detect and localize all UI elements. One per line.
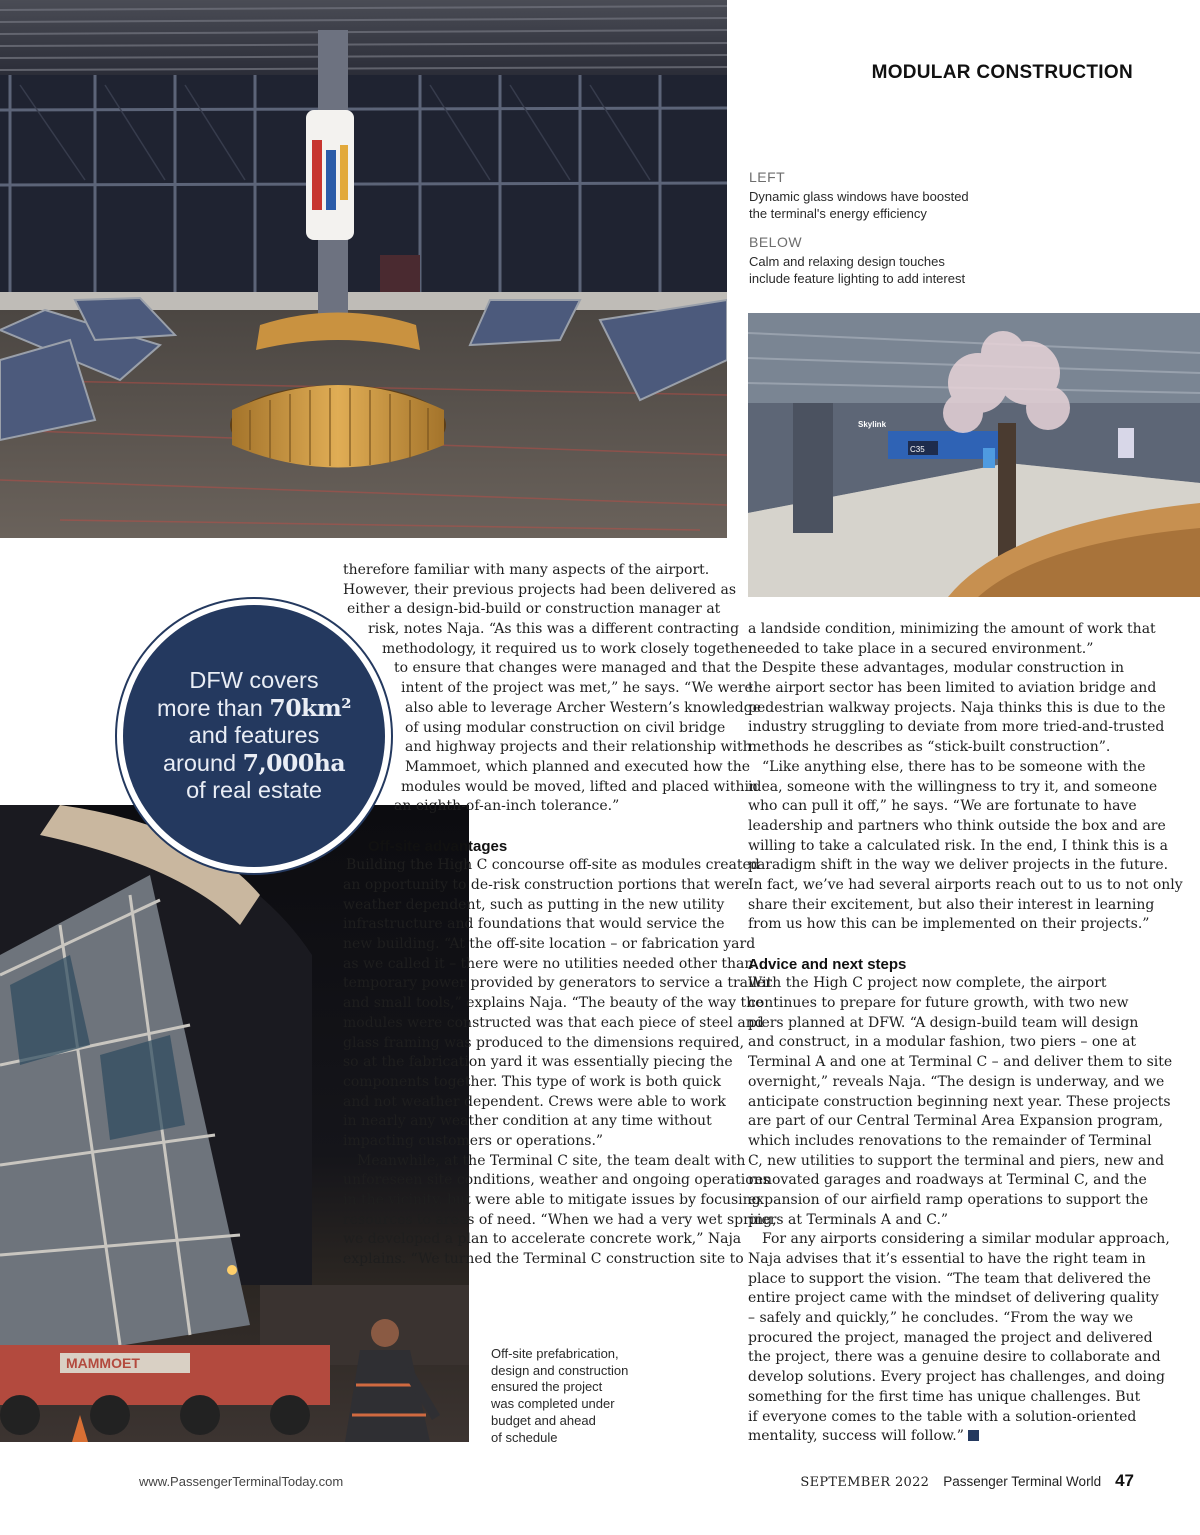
body-line: something for the first time has unique challenges. But (748, 1388, 1141, 1405)
caption-left-text (749, 188, 1049, 222)
caption-line: Dynamic glass windows have boosted (749, 189, 969, 204)
subheading-offsite: Off-site advantages (368, 837, 508, 855)
body-line: and small tools,” explains Naja. “The beauty of the way the (343, 995, 764, 1012)
body-line: the airport sector has been limited to aviation bridge and (748, 680, 1157, 697)
footer-website-link[interactable]: www.PassengerTerminalToday.com (139, 1474, 344, 1489)
body-line: in the vicinity, but were able to mitigate issues by focusing (343, 1192, 761, 1208)
section-header: MODULAR CONSTRUCTION (871, 62, 1133, 83)
pull-quote-highlight: 70km² (269, 693, 351, 722)
body-line: so at the fabrication yard it was essentially piecing the (343, 1054, 733, 1071)
caption-line: include feature lighting to add interest (749, 271, 966, 286)
body-line: procured the project, managed the project and delivered (748, 1329, 1153, 1346)
pull-quote-text-part: around (162, 749, 243, 776)
body-line: However, their previous projects had been delivered as (343, 581, 737, 598)
body-line: piers planned at DFW. “A design-build team will design (748, 1014, 1139, 1031)
body-line: place to support the vision. “The team that delivered the (748, 1270, 1151, 1287)
body-line-last (748, 1427, 1188, 1447)
pull-quote-line (139, 750, 369, 778)
body-line: C, new utilities to support the terminal and piers, new and (748, 1152, 1165, 1169)
body-line: infrastructure and foundations that would service the (343, 916, 725, 933)
skylink-sign-text: Skylink (858, 420, 887, 429)
body-line: methodology, it required us to work closely together (382, 640, 755, 657)
body-line: share their excitement, but also their interest in learning (748, 896, 1155, 913)
body-line: Naja advises that it’s essential to have the right team in (748, 1251, 1146, 1267)
body-line: unforeseen site conditions, weather and ongoing operations (343, 1172, 770, 1189)
mammoet-logo-text: MAMMOET (66, 1355, 140, 1371)
body-line: in nearly any weather condition at any time without (343, 1113, 712, 1130)
body-line: With the High C project now complete, the airport (748, 975, 1107, 992)
article-column-1 (343, 561, 777, 1270)
body-line: anticipate construction beginning next year. These projects (748, 1093, 1171, 1110)
body-line: “Like anything else, there has to be someone with the (748, 758, 1146, 775)
body-line: modules were constructed was that each piece of steel and (343, 1014, 764, 1031)
body-line: Meanwhile, at the Terminal C site, the team dealt with (343, 1152, 746, 1169)
pull-quote-line: and features (188, 722, 320, 749)
body-line: are part of our Central Terminal Area Expansion program, (748, 1113, 1164, 1130)
pull-quote-line: DFW covers (189, 667, 319, 694)
terminal-lounge-photo (0, 0, 727, 538)
body-line: resources to areas of need. “When we had a very wet spring, (343, 1211, 777, 1228)
body-line: paradigm shift in the way we deliver projects in the future. (748, 857, 1169, 874)
pull-quote-text (139, 667, 369, 805)
pull-quote-text-part: more than (157, 694, 270, 721)
body-line: idea, someone with the willingness to try it, and someone (748, 778, 1158, 795)
body-line: which includes renovations to the remainder of Terminal (748, 1132, 1152, 1149)
caption-line: budget and ahead (491, 1412, 596, 1428)
caption-bottom-text (491, 1346, 661, 1446)
body-line: For any airports considering a similar modular approach, (748, 1231, 1170, 1248)
paragraph-gap (343, 817, 733, 837)
pull-quote-line: of real estate (186, 777, 322, 804)
body-line: In fact, we’ve had several airports reach out to us to not only (748, 876, 1183, 893)
paragraph-gap (748, 935, 1188, 955)
concourse-photo (748, 313, 1200, 597)
body-line: explains. “We turned the Terminal C construction site to (343, 1251, 744, 1268)
body-line: piers at Terminals A and C.” (748, 1211, 949, 1228)
caption-line: Off-site prefabrication, (491, 1346, 619, 1361)
concourse-illustration (748, 313, 1200, 597)
gate-sign-text: C35 (910, 445, 925, 454)
pull-quote-line (139, 695, 369, 723)
caption-line: of schedule (491, 1429, 558, 1445)
body-line: Mammoet, which planned and executed how the (405, 758, 751, 775)
body-line: a landside condition, minimizing the amount of work that (748, 621, 1156, 637)
body-line: intent of the project was met,” he says. “We were (401, 680, 753, 697)
body-line: of using modular construction on civil bridge (405, 719, 726, 736)
body-line: an opportunity to de-risk construction portions that were (343, 877, 750, 893)
body-line: – safely and quickly,” he concludes. “From the way we (748, 1310, 1134, 1327)
body-line: therefore familiar with many aspects of the airport. (343, 562, 710, 578)
body-line: who can pull it off,” he says. “We are fortunate to have (748, 798, 1137, 815)
body-line: continues to prepare for future growth, with two new (748, 995, 1129, 1012)
body-line: also able to leverage Archer Western’s knowledge (405, 699, 762, 716)
subheading-advice: Advice and next steps (748, 955, 907, 973)
pull-quote-highlight: 7,000ha (242, 748, 346, 777)
body-line: and construct, in a modular fashion, two piers – one at (748, 1034, 1137, 1051)
body-line-text: mentality, success will follow.” (748, 1428, 964, 1445)
body-line: to ensure that changes were managed and that the (394, 660, 758, 677)
body-line: temporary power provided by generators to service a trailer (343, 975, 772, 992)
footer-issue-date: SEPTEMBER 2022 (800, 1475, 930, 1490)
body-line: renovated garages and roadways at Terminal C, and the (748, 1172, 1147, 1189)
body-line: willing to take a calculated risk. In the end, I think this is a (748, 837, 1169, 854)
body-line: risk, notes Naja. “As this was a different contracting (368, 621, 740, 638)
body-line: modules would be moved, lifted and placed within (401, 778, 759, 795)
footer-page-number: 47 (1115, 1471, 1134, 1490)
body-line: either a design-bid-build or construction manager at (347, 601, 721, 618)
body-line: Building the High C concourse off-site as modules created (346, 857, 760, 874)
caption-line: design and construction (491, 1362, 629, 1378)
body-line: components together. This type of work is both quick (343, 1073, 721, 1090)
body-line: needed to take place in a secured environment.” (748, 640, 1094, 657)
end-of-article-square-icon (968, 1430, 979, 1441)
caption-line: Calm and relaxing design touches (749, 254, 945, 269)
footer-folio (800, 1471, 1134, 1491)
caption-below-label: BELOW (749, 234, 803, 250)
caption-below-text (749, 253, 1049, 287)
body-line: weather dependent, such as putting in the new utility (343, 896, 725, 913)
body-line: industry struggling to deviate from more tried-and-trusted (748, 719, 1165, 736)
body-line: leadership and partners who think outside the box and are (748, 817, 1166, 834)
body-line: Despite these advantages, modular construction in (748, 660, 1125, 677)
body-line: an eighth-of-an-inch tolerance.” (394, 798, 620, 815)
body-line: methods he describes as “stick-built construction”. (748, 739, 1111, 756)
caption-left-label: LEFT (749, 169, 786, 185)
caption-line: was completed under (491, 1396, 615, 1412)
terminal-lounge-illustration (0, 0, 727, 538)
body-line: and highway projects and their relationship with (405, 739, 752, 756)
caption-line: ensured the project (491, 1379, 603, 1395)
body-line: glass framing was produced to the dimensions required, (343, 1034, 745, 1051)
body-line: from us how this can be implemented on their projects.” (748, 916, 1150, 933)
body-line: we developed a plan to accelerate concrete work,” Naja (343, 1231, 742, 1248)
caption-line: the terminal's energy efficiency (749, 206, 927, 221)
body-line: entire project came with the mindset of delivering quality (748, 1290, 1159, 1307)
body-line: if everyone comes to the table with a solution-oriented (748, 1408, 1137, 1425)
article-column-2 (748, 620, 1188, 1447)
footer-magazine-name: Passenger Terminal World (943, 1474, 1102, 1489)
body-line: develop solutions. Every project has challenges, and doing (748, 1369, 1166, 1386)
body-line: the project, there was a genuine desire to collaborate and (748, 1349, 1161, 1366)
body-line: impacting customers or operations.” (343, 1132, 604, 1149)
body-line: pedestrian walkway projects. Naja thinks this is due to the (748, 699, 1166, 716)
body-line: and not weather dependent. Crews were able to work (343, 1093, 726, 1110)
body-line: new building. “At the off-site location – or fabrication yard (343, 936, 756, 953)
body-line: overnight,” reveals Naja. “The design is underway, and we (748, 1073, 1165, 1090)
body-line: as we called it – there were no utilities needed other than (343, 955, 754, 972)
body-line: Terminal A and one at Terminal C – and deliver them to site (748, 1054, 1173, 1071)
body-line: expansion of our airfield ramp operations to support the (748, 1191, 1149, 1208)
